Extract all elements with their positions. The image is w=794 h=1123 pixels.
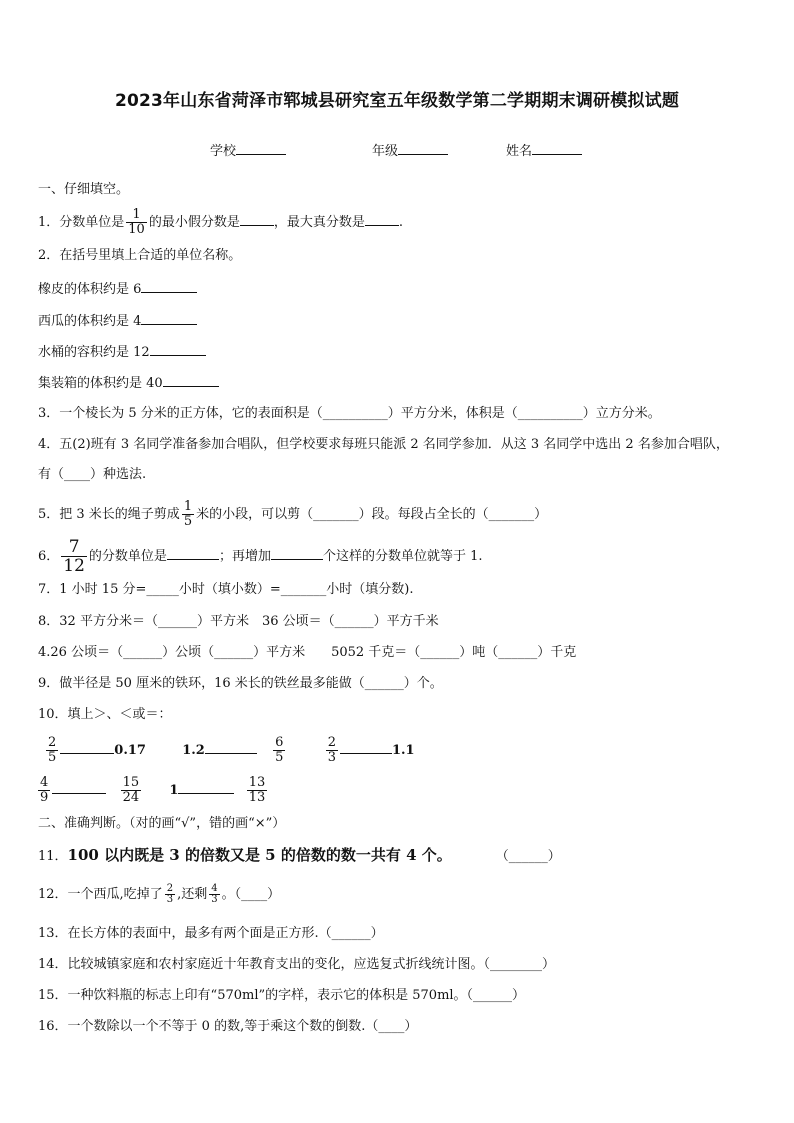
section-1-heading: 一、仔细填空。 [38,182,130,197]
q6-denominator: 12 [63,556,85,576]
question-2d [38,372,219,394]
school-blank[interactable] [236,142,286,155]
q2d-text: 集装箱的体积约是 40 [38,376,163,391]
q6-blank-2[interactable] [271,545,323,560]
q10-f1-denominator: 5 [48,750,57,765]
q2b-blank[interactable] [141,310,197,325]
q10-blank-5[interactable] [178,779,234,794]
q12-f2-numerator: 4 [211,883,218,894]
q10-fraction-2 [273,736,285,765]
q12-text-b: ,还剩 [177,887,208,902]
q1-blank-1[interactable] [240,211,274,226]
q10-row-2 [36,776,269,805]
question-2b [38,310,197,332]
q6-text-c: ；再增加 [218,549,271,564]
question-16: 16．一个数除以一个不等于 0 的数,等于乘这个数的倒数.（____） [38,1019,418,1034]
question-1 [38,208,403,237]
q10-f6-denominator: 13 [248,790,266,805]
q10-f5-numerator: 15 [122,775,140,790]
q5-fraction [182,500,194,529]
q1-fraction [126,208,147,237]
q2b-text: 西瓜的体积约是 4 [38,314,142,329]
q10-row-1 [44,736,415,765]
q11-text: 100 以内既是 3 的倍数又是 5 的倍数的数一共有 4 个。 [67,846,452,864]
q12-text-c: 。（____） [221,887,281,902]
grade-label: 年级 [372,144,399,159]
section-2-heading: 二、准确判断。（对的画“√”，错的画“×”） [38,816,286,831]
q12-f1-numerator: 2 [166,883,174,894]
q1-denominator: 10 [128,222,145,237]
q10-blank-4[interactable] [52,779,106,794]
q6-blank-1[interactable] [167,545,219,560]
question-2c [38,341,206,363]
q10-f3-denominator: 3 [327,750,336,765]
question-15: 15．一种饮料瓶的标志上印有“570ml”的字样，表示它的体积是 570ml。（______） [38,988,526,1003]
question-12 [38,884,280,905]
question-8-line-2: 4.26 公顷＝（______）公顷（______）平方米 5052 千克＝（______）吨（______）千克 [38,645,577,660]
q12-fraction-2 [209,884,219,905]
school-field [210,140,286,159]
question-4-line-2: 有（____）种选法. [38,467,147,482]
question-2a [38,278,197,300]
q1-blank-2[interactable] [365,211,399,226]
q5-text-a: 5．把 3 米长的绳子剪成 [38,507,180,522]
q10-fraction-4 [38,776,50,805]
q5-numerator: 1 [183,499,193,514]
question-9: 9．做半径是 50 厘米的铁环，16 米长的铁丝最多能做（______）个。 [38,676,443,691]
question-7: 7．1 小时 15 分=_____小时（填小数）=_______小时（填分数). [38,582,414,597]
question-2: 2．在括号里填上合适的单位名称。 [38,248,242,263]
q2a-text: 橡皮的体积约是 6 [38,282,142,297]
page-title: 2023年山东省菏泽市郓城县研究室五年级数学第二学期期末调研模拟试题 [114,91,680,111]
q10-blank-2[interactable] [205,739,257,754]
question-3: 3．一个棱长为 5 分米的正方体，它的表面积是（__________）平方分米，体积是（__________）立方分米。 [38,406,661,421]
q6-numerator: 7 [68,537,80,557]
grade-field [372,140,448,159]
q10-f4-denominator: 9 [40,790,49,805]
q2d-blank[interactable] [163,372,219,387]
q2c-text: 水桶的容积约是 12 [38,345,150,360]
school-label: 学校 [210,144,237,159]
q5-denominator: 5 [183,514,193,529]
name-field [506,140,582,159]
q5-text-b: 米的小段，可以剪（_______）段。每段占全长的（_______） [196,507,548,522]
q10-value-3: 1.1 [391,743,415,758]
q12-fraction-1 [165,884,175,905]
question-6 [38,538,483,575]
question-4-line-1: 4．五(2)班有 3 名同学准备参加合唱队，但学校要求每班只能派 2 名同学参加．从这 3 名同学中选出 2 名参加合唱队， [38,437,729,452]
q1-text-c: ，最大真分数是 [273,215,365,230]
q10-fraction-6 [247,776,268,805]
q11-answer-blank[interactable]: （______） [495,849,561,864]
q2c-blank[interactable] [150,341,206,356]
q10-value-4: 1 [169,783,179,798]
q1-text-d: . [398,215,403,230]
q10-f5-denominator: 24 [122,790,140,805]
q10-f2-denominator: 5 [275,750,284,765]
q6-text-a: 6． [38,549,60,564]
question-8-line-1: 8．32 平方分米＝（______）平方米 36 公顷＝（______）平方千米 [38,614,439,629]
question-13: 13．在长方体的表面中，最多有两个面是正方形.（______） [38,926,384,941]
q12-f1-denominator: 3 [166,894,174,905]
q1-text-b: 的最小假分数是 [148,215,240,230]
q11-number: 11． [38,849,68,864]
q2a-blank[interactable] [141,278,197,293]
q6-text-d: 个这样的分数单位就等于 1. [322,549,483,564]
q10-value-1: 0.17 [114,743,146,758]
q1-numerator: 1 [132,207,141,222]
q10-fraction-1 [46,736,58,765]
q10-blank-1[interactable] [60,739,114,754]
question-14: 14．比较城镇家庭和农村家庭近十年教育支出的变化，应选复式折线统计图。（________） [38,957,556,972]
name-label: 姓名 [506,144,533,159]
q12-text-a: 12．一个西瓜,吃掉了 [38,887,163,902]
q12-f2-denominator: 3 [211,894,218,905]
q10-f6-numerator: 13 [248,775,266,790]
q6-fraction [61,538,87,575]
q10-f1-numerator: 2 [48,735,57,750]
q10-fraction-5 [121,776,142,805]
question-11 [38,845,561,867]
q1-text-a: 1．分数单位是 [38,215,125,230]
name-blank[interactable] [532,142,582,155]
question-5 [38,500,547,529]
q10-blank-3[interactable] [340,739,392,754]
q10-f4-numerator: 4 [40,775,49,790]
q10-f3-numerator: 2 [327,735,336,750]
q10-f2-numerator: 6 [275,735,284,750]
question-10: 10．填上＞、＜或＝： [38,707,172,722]
q10-value-2: 1.2 [182,743,205,758]
q6-text-b: 的分数单位是 [88,549,167,564]
grade-blank[interactable] [398,142,448,155]
q10-fraction-3 [326,736,338,765]
